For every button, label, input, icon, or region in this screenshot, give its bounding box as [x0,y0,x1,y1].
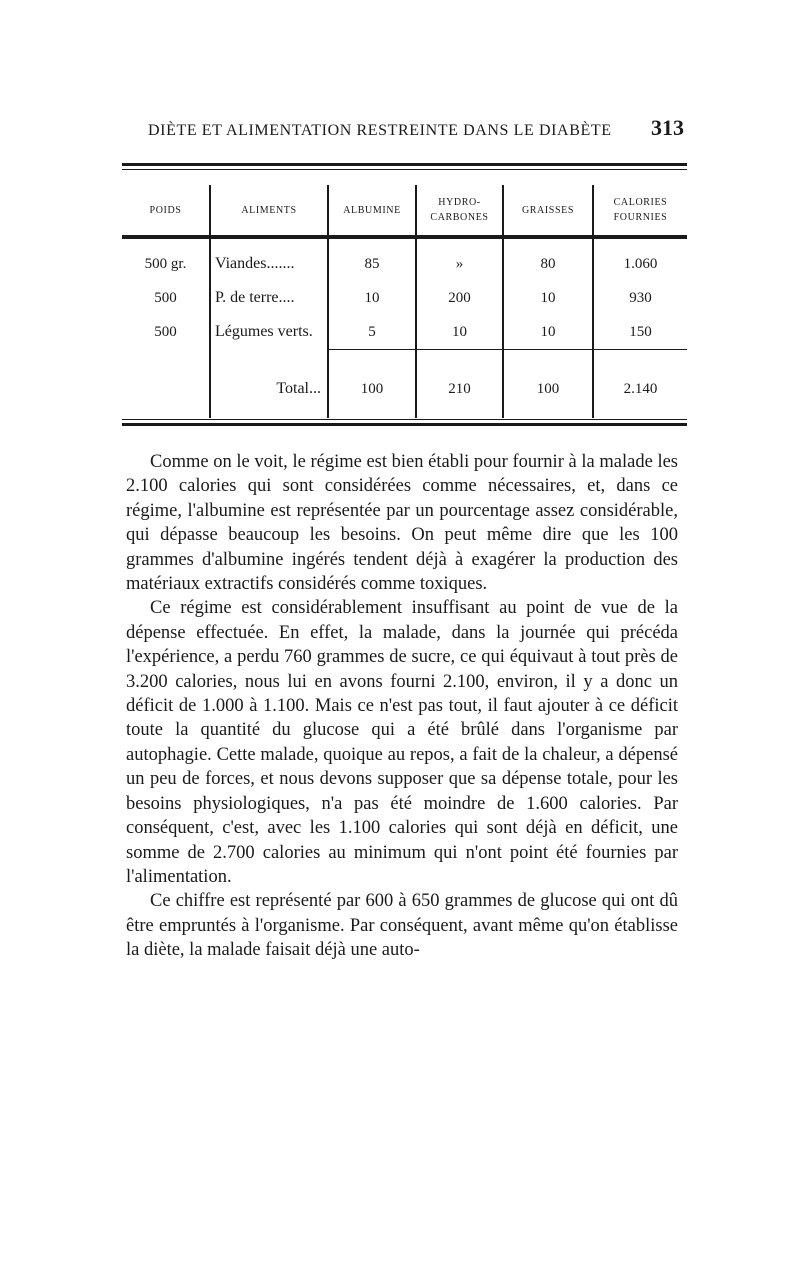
cell-albumine: 10 [328,281,416,315]
total-hydrocarbones: 210 [416,350,503,419]
column-header-graisses: GRAISSES [503,185,593,237]
top-rule-thin [122,169,687,170]
diet-table [122,185,687,418]
running-head [148,115,684,145]
cell-calories: 1.060 [593,237,687,281]
paragraph: Comme on le voit, le régime est bien établi pour fournir à la malade les 2.100 calories qui sont considérées comme nécessaires, et, dans ce régime, l'albumine est représentée par un pourcentage assez considérable, qui dépasse beaucoup les besoins. On peut même dire que les 100 grammes d'albumine ingérés tendent déjà à exagérer la production des matériaux extractifs considérés comme toxiques. [126,452,678,595]
column-header-albumine: ALBUMINE [328,185,416,237]
cell-albumine: 5 [328,315,416,350]
bottom-rule-thin [122,419,687,420]
column-header-calories: CALORIES FOURNIES [593,185,687,237]
column-header-aliments: ALIMENTS [210,185,328,237]
total-calories: 2.140 [593,350,687,419]
paragraph: Ce régime est considérablement insuffisant au point de vue de la dépense effectuée. En effet, la malade, dans la journée qui précéda l'expérience, a perdu 760 grammes de sucre, ce qui équivaut à tout près de 3.200 calories, nous lui en avons fourni 2.100, environ, il y a donc un déficit de 1.000 à 1.100. Mais ce n'est pas tout, il faut ajouter à ce déficit toute la quantité du glucose qui a été brûlé dans l'organisme par autophagie. Cette malade, quoique au repos, a fait de la chaleur, a dépensé un peu de forces, et nous devons supposer que sa dépense totale, pour les besoins physiologiques, n'a pas été moindre de 1.600 calories. Par conséquent, c'est, avec les 1.100 calories qui sont déjà en déficit, une somme de 2.700 calories au minimum qui n'ont point été fournies par l'alimentation. [126,598,678,887]
bottom-rule-thick [122,423,687,426]
paragraph: Ce chiffre est représenté par 600 à 650 grammes de glucose qui ont dû être empruntés à l'organisme. Par conséquent, avant même qu'on établisse la diète, la malade faisait déjà une auto- [126,891,678,961]
page-number: 313 [651,115,684,140]
cell-aliment: Légumes verts. [210,315,328,350]
table-header-row [122,185,687,237]
cell-albumine: 85 [328,237,416,281]
table-row [122,237,687,281]
column-header-poids: POIDS [122,185,210,237]
table-row [122,281,687,315]
cell-calories: 150 [593,315,687,350]
cell-hydrocarbones: 200 [416,281,503,315]
table-total-row [122,350,687,419]
body-text [126,450,678,963]
cell-graisses: 10 [503,281,593,315]
cell-hydrocarbones: 10 [416,315,503,350]
cell-poids: 500 gr. [144,255,187,272]
cell-aliment: P. de terre.... [210,281,328,315]
total-graisses: 100 [503,350,593,419]
cell-graisses: 10 [503,315,593,350]
total-label: Total... [210,350,328,419]
cell-aliment: Viandes....... [210,237,328,281]
total-albumine: 100 [328,350,416,419]
running-title: DIÈTE ET ALIMENTATION RESTREINTE DANS LE DIABÈTE [148,122,612,139]
top-rule-thick [122,163,687,166]
cell-graisses: 80 [503,237,593,281]
cell-poids: 500 [154,323,177,340]
cell-poids: 500 [154,289,177,306]
column-header-hydrocarbones: HYDRO-CARBONES [416,185,503,237]
cell-calories: 930 [593,281,687,315]
cell-hydrocarbones: » [416,237,503,281]
table-row [122,315,687,350]
cell-empty [122,350,210,419]
